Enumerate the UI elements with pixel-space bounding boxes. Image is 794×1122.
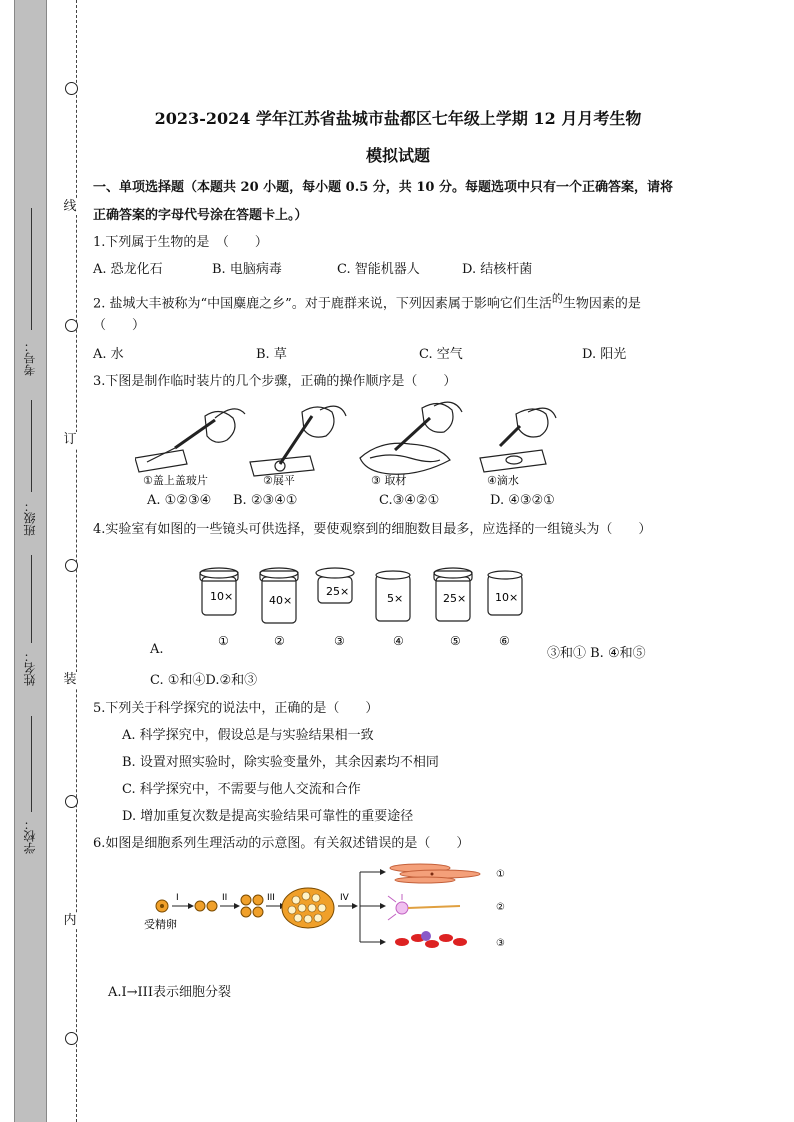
branch-1-label: ①	[496, 869, 505, 880]
page-subtitle: 模拟试题	[365, 146, 430, 165]
q2-option-a: A. 水	[93, 347, 124, 362]
margin-char-xian: 线	[63, 199, 77, 214]
q3-label-4: ④滴水	[487, 474, 519, 487]
q5-stem: 5.下列关于科学探究的说法中，正确的是（ ）	[93, 701, 379, 716]
q5-option-b: B. 设置对照实验时，除实验变量外，其余因素均不相同	[122, 755, 439, 770]
q3-stem: 3.下图是制作临时装片的几个步骤，正确的操作顺序是（ ）	[93, 374, 457, 389]
field-school: 学校：	[23, 818, 37, 854]
q4-option-c-d: C. ①和④D.②和③	[150, 673, 258, 688]
margin-char-nei: 内	[63, 913, 77, 928]
section-header: 一、单项选择题（本题共 20 小题，每小题 0.5 分，共 10 分。每题选项中只有一个正确答案，请将	[93, 180, 673, 195]
q1-stem: 1.下列属于生物的是 （ ）	[93, 235, 268, 250]
q4-lens-figure	[196, 565, 526, 655]
lens-5-num: ⑤	[450, 634, 461, 648]
q3-label-2: ②展平	[263, 474, 295, 487]
muscle-cells	[390, 864, 480, 883]
q6-stem: 6.如图是细胞系列生理活动的示意图。有关叙述错误的是（ ）	[93, 836, 470, 851]
lens-2-num: ②	[274, 634, 285, 648]
q2-option-b: B. 草	[256, 347, 287, 362]
punch-hole	[65, 82, 78, 95]
step-drop-water-drawing	[480, 408, 556, 472]
punch-hole	[65, 559, 78, 572]
lens-6-num: ⑥	[499, 634, 510, 648]
q6-cell-figure	[140, 858, 520, 958]
step-sample-drawing	[360, 402, 462, 474]
q1-option-c: C. 智能机器人	[337, 262, 420, 277]
q3-label-1: ①盖上盖玻片	[143, 474, 208, 487]
q3-option-d: D. ④③②①	[490, 493, 555, 508]
step-i: I	[176, 893, 179, 903]
q2-stem-a: 2. 盐城大丰被称为“中国麋鹿之乡”。对于鹿群来说，下列因素属于影响它们生活	[93, 296, 552, 312]
q5-option-d: D. 增加重复次数是提高实验结果可靠性的重要途径	[122, 809, 414, 824]
step-ii: II	[222, 893, 228, 903]
field-line	[31, 716, 32, 812]
q2-option-d: D. 阳光	[582, 347, 627, 362]
q3-figure	[135, 398, 585, 488]
field-exam-number: 考号：	[23, 340, 37, 376]
q1-option-b: B. 电脑病毒	[212, 262, 282, 277]
q2-paren: （ ）	[93, 318, 146, 333]
lens-2-mag: 40×	[269, 594, 293, 607]
q1-option-a: A. 恐龙化石	[93, 262, 163, 277]
lens-3-mag: 25×	[326, 585, 350, 598]
punch-hole	[65, 319, 78, 332]
field-class: 班级：	[23, 500, 37, 536]
lens-4-mag: 5×	[387, 592, 404, 605]
step-iii: III	[267, 893, 275, 903]
punch-hole	[65, 1032, 78, 1045]
lens-3-num: ③	[334, 634, 345, 648]
lens-5-mag: 25×	[443, 592, 467, 605]
field-line	[31, 555, 32, 643]
q4-option-a-b: ③和① B. ④和⑤	[547, 646, 646, 661]
lens-1-mag: 10×	[210, 590, 234, 603]
step-spread-drawing	[250, 406, 346, 476]
q2-stem-sup: 的	[551, 292, 563, 305]
lens-6-mag: 10×	[495, 591, 519, 604]
branch-3-label: ③	[496, 938, 505, 949]
q2-stem	[93, 290, 641, 311]
q3-option-c: C.③④②①	[379, 493, 440, 508]
q1-option-d: D. 结核杆菌	[462, 262, 533, 277]
lens-1-num: ①	[218, 634, 229, 648]
field-line	[31, 400, 32, 492]
branch-2-label: ②	[496, 902, 505, 913]
q4-stem: 4.实验室有如图的一些镜头可供选择，要使观察到的细胞数目最多，应选择的一组镜头为（ ）	[93, 522, 652, 537]
q5-option-c: C. 科学探究中，不需要与他人交流和合作	[122, 782, 361, 797]
q4-option-a-prefix: A.	[150, 642, 164, 657]
step-iv: IV	[340, 893, 349, 903]
q3-option-a: A. ①②③④	[147, 493, 212, 508]
nerve-cell	[388, 894, 460, 920]
margin-char-ding: 订	[63, 432, 77, 447]
q6-option-a: A.I→III表示细胞分裂	[108, 985, 231, 1000]
q3-label-3: ③ 取材	[371, 474, 407, 487]
q2-stem-b: 生物因素的是	[562, 296, 641, 312]
field-name: 姓名：	[23, 650, 37, 686]
punch-hole	[65, 795, 78, 808]
page-title: 2023-2024 学年江苏省盐城市盐都区七年级上学期 12 月月考生物	[154, 109, 642, 128]
lens-4-num: ④	[393, 634, 404, 648]
field-line	[31, 208, 32, 330]
zygote-label: 受精卵	[144, 918, 177, 931]
margin-char-zhuang: 装	[63, 672, 77, 687]
q2-option-c: C. 空气	[419, 347, 463, 362]
q5-option-a: A. 科学探究中，假设总是与实验结果相一致	[122, 728, 374, 743]
step-cover-slip-drawing	[135, 409, 245, 472]
q3-option-b: B. ②③④①	[233, 493, 298, 508]
blood-cells	[395, 931, 467, 948]
section-header-cont: 正确答案的字母代号涂在答题卡上。）	[93, 208, 308, 223]
